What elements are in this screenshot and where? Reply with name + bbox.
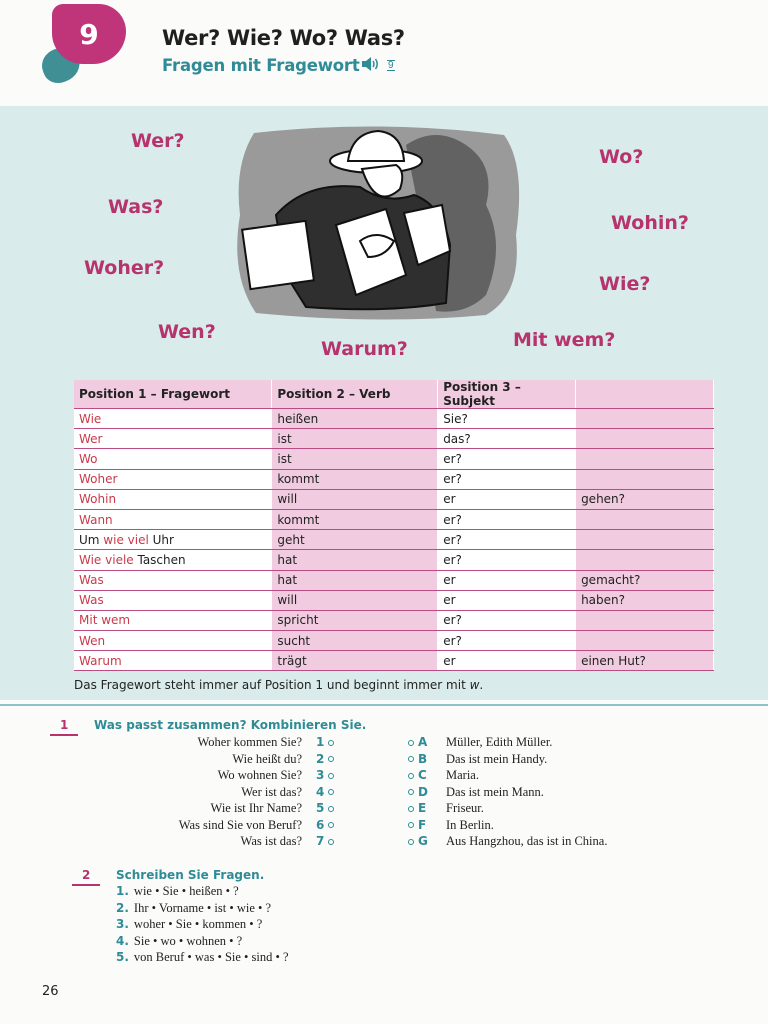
verb-cell: trägt xyxy=(272,651,438,671)
column-header-position-2: Position 2 – Verb xyxy=(272,380,438,409)
question-word-wo: Wo? xyxy=(599,146,644,168)
table-row xyxy=(74,449,714,469)
exercise-1-number-underline xyxy=(50,734,78,736)
fragewort-cell: Wie viele Taschen xyxy=(74,550,272,570)
speaker-icon xyxy=(362,57,382,71)
verb-cell: will xyxy=(272,489,438,509)
detective-illustration xyxy=(236,125,522,320)
question-word-wer: Wer? xyxy=(131,130,185,152)
subject-cell: er? xyxy=(438,509,576,529)
end-cell xyxy=(576,631,714,651)
match-point[interactable]: 7 xyxy=(316,834,338,851)
match-point[interactable]: 2 xyxy=(316,752,338,769)
end-cell xyxy=(576,449,714,469)
fragewort-cell: Wohin xyxy=(74,489,272,509)
end-cell: gemacht? xyxy=(576,570,714,590)
verb-cell: hat xyxy=(272,550,438,570)
exercise-2-items xyxy=(116,884,289,967)
verb-cell: kommt xyxy=(272,469,438,489)
verb-cell: geht xyxy=(272,530,438,550)
list-item: Aus Hangzhou, das ist in China. xyxy=(446,834,608,848)
subject-cell: er xyxy=(438,651,576,671)
exercise-1-title: Was passt zusammen? Kombinieren Sie. xyxy=(94,718,367,732)
lesson-badge xyxy=(52,4,126,64)
page-title: Wer? Wie? Wo? Was? xyxy=(162,26,405,50)
list-item: 2. Ihr • Vorname • ist • wie • ? xyxy=(116,900,272,915)
table-row xyxy=(74,570,714,590)
verb-cell: heißen xyxy=(272,409,438,429)
end-cell xyxy=(576,610,714,630)
verb-cell: sucht xyxy=(272,631,438,651)
table-row xyxy=(74,489,714,509)
list-item: 3. woher • Sie • kommen • ? xyxy=(116,917,263,931)
match-point[interactable]: 4 xyxy=(316,785,338,802)
match-point[interactable]: G xyxy=(404,834,428,851)
verb-cell: hat xyxy=(272,570,438,590)
verb-cell: spricht xyxy=(272,610,438,630)
list-item: Das ist mein Mann. xyxy=(446,784,544,799)
table-row xyxy=(74,610,714,630)
match-point[interactable]: 6 xyxy=(316,818,338,835)
subject-cell: er? xyxy=(438,550,576,570)
fragewort-cell: Wer xyxy=(74,429,272,449)
audio-track-number: 9 xyxy=(388,59,394,71)
subject-cell: er? xyxy=(438,449,576,469)
end-cell xyxy=(576,530,714,550)
end-cell xyxy=(576,469,714,489)
list-item: Friseur. xyxy=(446,801,484,815)
exercise-2-number: 2 xyxy=(82,868,91,882)
verb-cell: ist xyxy=(272,429,438,449)
exercise-2-title: Schreiben Sie Fragen. xyxy=(116,868,265,882)
match-point[interactable]: E xyxy=(404,801,428,818)
subject-cell: Sie? xyxy=(438,409,576,429)
page-number: 26 xyxy=(42,984,59,999)
table-row xyxy=(74,509,714,529)
fragewort-cell: Was xyxy=(74,590,272,610)
table-row xyxy=(74,429,714,449)
end-cell: haben? xyxy=(576,590,714,610)
table-row xyxy=(74,651,714,671)
list-item: Das ist mein Handy. xyxy=(446,751,548,766)
list-item: Wie ist Ihr Name? xyxy=(210,801,302,815)
match-point[interactable]: F xyxy=(404,818,428,835)
verb-cell: will xyxy=(272,590,438,610)
fragewort-cell: Mit wem xyxy=(74,610,272,630)
list-item: 5. von Beruf • was • Sie • sind • ? xyxy=(116,950,289,964)
audio-track-marker xyxy=(362,57,395,71)
list-item: Müller, Edith Müller. xyxy=(446,735,553,749)
end-cell xyxy=(576,550,714,570)
table-row xyxy=(74,409,714,429)
table-row xyxy=(74,530,714,550)
fragewort-cell: Wen xyxy=(74,631,272,651)
match-point[interactable]: 5 xyxy=(316,801,338,818)
end-cell: gehen? xyxy=(576,489,714,509)
subject-cell: er? xyxy=(438,469,576,489)
subject-cell: das? xyxy=(438,429,576,449)
question-word-wie: Wie? xyxy=(599,273,651,295)
grammar-note: Das Fragewort steht immer auf Position 1 und beginnt immer mit w. xyxy=(74,678,484,692)
list-item: Was sind Sie von Beruf? xyxy=(178,817,302,832)
end-cell xyxy=(576,509,714,529)
table-row xyxy=(74,590,714,610)
exercise-1-answer-letters xyxy=(404,735,428,851)
match-point[interactable]: D xyxy=(404,785,428,802)
exercise-2-number-underline xyxy=(72,884,100,886)
list-item: 4. Sie • wo • wohnen • ? xyxy=(116,933,243,948)
subject-cell: er xyxy=(438,590,576,610)
end-cell xyxy=(576,409,714,429)
list-item: Wie heißt du? xyxy=(232,751,302,766)
match-point[interactable]: A xyxy=(404,735,428,752)
table-header-row xyxy=(74,380,714,409)
end-cell xyxy=(576,429,714,449)
fragewort-cell: Woher xyxy=(74,469,272,489)
verb-cell: kommt xyxy=(272,509,438,529)
list-item: Wer ist das? xyxy=(241,784,302,799)
fragewort-cell: Wie xyxy=(74,409,272,429)
section-divider xyxy=(0,704,768,706)
match-point[interactable]: C xyxy=(404,768,428,785)
match-point[interactable]: B xyxy=(404,752,428,769)
fragewort-cell: Wann xyxy=(74,509,272,529)
end-cell: einen Hut? xyxy=(576,651,714,671)
column-header-end xyxy=(576,380,714,409)
table-row xyxy=(74,469,714,489)
list-item: In Berlin. xyxy=(446,817,494,832)
question-word-was: Was? xyxy=(108,196,164,218)
question-word-wen: Wen? xyxy=(158,321,216,343)
subject-cell: er? xyxy=(438,530,576,550)
exercise-1-question-numbers xyxy=(316,735,338,851)
exercise-1-answers xyxy=(446,735,607,851)
subject-cell: er xyxy=(438,570,576,590)
list-item: 1. wie • Sie • heißen • ? xyxy=(116,884,239,898)
question-word-wohin: Wohin? xyxy=(611,212,689,234)
fragewort-table xyxy=(74,380,714,671)
table-row xyxy=(74,631,714,651)
list-item: Maria. xyxy=(446,768,479,782)
match-point[interactable]: 3 xyxy=(316,768,338,785)
lesson-number: 9 xyxy=(79,17,99,51)
question-word-warum: Warum? xyxy=(321,338,408,360)
exercise-1-number: 1 xyxy=(60,718,69,732)
subject-cell: er xyxy=(438,489,576,509)
fragewort-cell: Was xyxy=(74,570,272,590)
list-item: Woher kommen Sie? xyxy=(197,735,302,749)
list-item: Was ist das? xyxy=(240,834,302,848)
match-point[interactable]: 1 xyxy=(316,735,338,752)
exercise-1-questions xyxy=(140,735,302,851)
column-header-position-3: Position 3 – Subjekt xyxy=(438,380,576,409)
question-word-woher: Woher? xyxy=(84,257,165,279)
fragewort-cell: Wo xyxy=(74,449,272,469)
fragewort-cell: Warum xyxy=(74,651,272,671)
subject-cell: er? xyxy=(438,610,576,630)
list-item: Wo wohnen Sie? xyxy=(217,768,302,782)
table-row xyxy=(74,550,714,570)
subject-cell: er? xyxy=(438,631,576,651)
fragewort-cell: Um wie viel Uhr xyxy=(74,530,272,550)
column-header-position-1: Position 1 – Fragewort xyxy=(74,380,272,409)
verb-cell: ist xyxy=(272,449,438,469)
page-subtitle: Fragen mit Fragewort xyxy=(162,56,360,75)
question-word-mit-wem: Mit wem? xyxy=(513,329,616,351)
